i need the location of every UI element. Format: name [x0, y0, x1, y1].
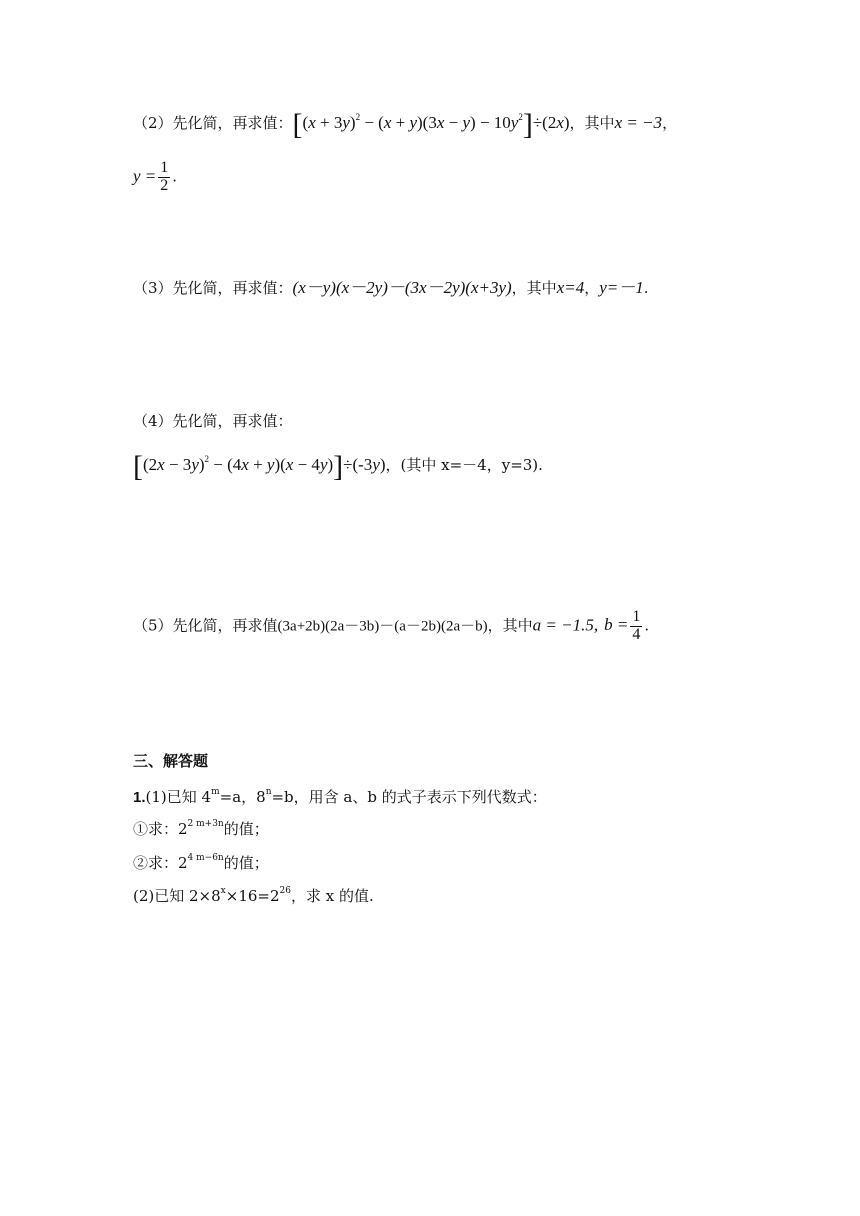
problem-2-y-fraction: $\frac{1}{2}$ [160, 159, 169, 194]
problem-2-expression: $(x + 3y)^2 - (x + y)(3x - y) - 10y^2$ [302, 112, 523, 132]
question-number: 1. [133, 789, 146, 806]
close-bracket: ] [333, 450, 344, 483]
problem-4-condition: ，(其中 x=－4，y=3). [385, 456, 543, 474]
problem-5-b-fraction: $\frac{1}{4}$ [632, 608, 641, 643]
section-3-title: 三、解答题 [133, 752, 209, 770]
problem-4-divisor: ÷(-3y) [343, 455, 386, 474]
problem-3: （3）先化简，再求值：(x－y)(x－2y)－(3x－2y)(x+3y)，其中x=4，y=－1. [133, 278, 649, 297]
question-1-sub-1: ①求：$2^{2 m+3n}$的值； [133, 819, 269, 838]
question-1-intro: 1.(1)已知 $4^m=a$，$8^n=b$，用含 a、b 的式子表示下列代数式： [133, 787, 547, 806]
problem-5-where: ，其中 [487, 616, 533, 635]
problem-5-b-eq: b = [604, 615, 629, 635]
question-1-part-2: (2)已知 $2\times 8^x\times 16=2^{26}$，求 x 的值. [133, 886, 374, 905]
close-bracket: ] [522, 108, 533, 141]
problem-2-where: ，其中 [569, 114, 615, 132]
open-bracket: [ [133, 450, 143, 483]
problem-2-line-2: y = $\frac{1}{2}$ . [133, 159, 178, 194]
problem-2-y-eq: y = [133, 166, 157, 186]
problem-2-x-value: x = −3 [614, 113, 663, 132]
problem-3-where: ，其中 [511, 279, 557, 297]
problem-4-expression: $(2x - 3y)^2 - (4x + y)(x - 4y)$ [143, 454, 334, 474]
problem-4-line-2 [133, 452, 543, 482]
problem-2-line-1: （2）先化简，再求值：$[(x + 3y)^2 - (x + y)(3x - y) - 10y^2]\div(2x)$，其中x = −3， [133, 108, 678, 141]
problem-4-label: （4）先化简，再求值： [133, 412, 293, 430]
problem-5-label: （5）先化简，再求值 [133, 616, 278, 635]
problem-5-a-value: a = −1.5, [532, 615, 599, 635]
problem-2-label: （2）先化简，再求值： [133, 114, 293, 132]
problem-3-expression: (x－y)(x－2y)－(3x－2y)(x+3y) [292, 278, 512, 297]
open-bracket: [ [292, 108, 303, 141]
problem-3-x-value: x=4 [556, 278, 585, 297]
question-1-sub-2: ②求：$2^{4 m-6n}$的值； [133, 853, 269, 872]
problem-3-label: （3）先化简，再求值： [133, 279, 293, 297]
problem-5-expression: (3a+2b)(2a－3b)－(a－2b)(2a－b) [277, 618, 488, 635]
problem-5: （5）先化简，再求值(3a+2b)(2a－3b)－(a－2b)(2a－b)，其中a = −1.5, b = $\frac{1}{4}$ . [133, 608, 650, 643]
problem-2-divisor: ÷(2x) [532, 113, 570, 132]
problem-3-y-value: y=－1 [599, 278, 644, 297]
